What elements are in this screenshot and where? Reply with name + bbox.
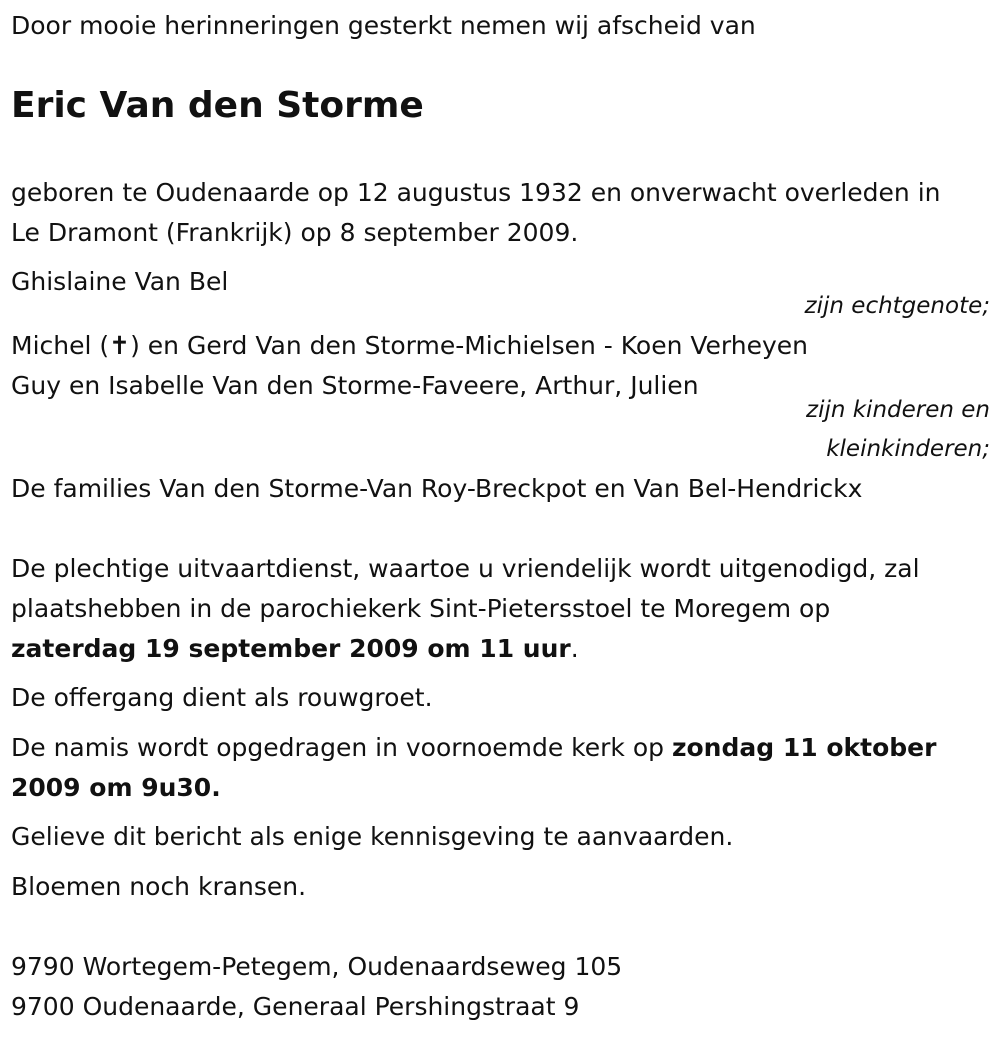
memorial-mass-line-1 [11, 728, 936, 768]
memorial-mass-date-2: 2009 om 9u30. [11, 773, 221, 802]
funeral-date-suffix: . [570, 634, 579, 663]
intro-text: Door mooie herinneringen gesterkt nemen wij afscheid van [11, 11, 756, 40]
children-line-1: Michel (✝) en Gerd Van den Storme-Michielsen - Koen Verheyen [11, 331, 809, 360]
address-2: 9700 Oudenaarde, Generaal Pershingstraat 9 [11, 992, 580, 1021]
memorial-mass-line-2 [11, 768, 221, 808]
memorial-mass-text: De namis wordt opgedragen in voornoemde kerk op [11, 733, 672, 762]
funeral-date: zaterdag 19 september 2009 om 11 uur [11, 634, 571, 663]
memorial-mass-date-1: zondag 11 oktober [671, 733, 937, 762]
families-text: De families Van den Storme-Van Roy-Breckpot en Van Bel-Hendrickx [11, 474, 863, 503]
spouse-name: Ghislaine Van Bel [11, 267, 229, 296]
spouse-role: zijn echtgenote; [804, 293, 990, 319]
birth-death-line-1: geboren te Oudenaarde op 12 augustus 1932 en onverwacht overleden in [11, 178, 941, 207]
funeral-line-2: plaatshebben in de parochiekerk Sint-Pietersstoel te Moregem op [11, 594, 831, 623]
address-1: 9790 Wortegem-Petegem, Oudenaardseweg 105 [11, 952, 623, 981]
flowers-text: Bloemen noch kransen. [11, 872, 307, 901]
children-role-line-1: zijn kinderen en [806, 397, 990, 423]
funeral-line-1: De plechtige uitvaartdienst, waartoe u vriendelijk wordt uitgenodigd, zal [11, 554, 920, 583]
notice-text: Gelieve dit bericht als enige kennisgeving te aanvaarden. [11, 822, 734, 851]
children-line-2: Guy en Isabelle Van den Storme-Faveere, Arthur, Julien [11, 371, 699, 400]
children-role-line-2: kleinkinderen; [826, 436, 990, 462]
funeral-date-line [11, 629, 579, 669]
deceased-name: Eric Van den Storme [11, 85, 424, 126]
birth-death-line-2: Le Dramont (Frankrijk) op 8 september 2009. [11, 218, 579, 247]
offering-text: De offergang dient als rouwgroet. [11, 683, 433, 712]
